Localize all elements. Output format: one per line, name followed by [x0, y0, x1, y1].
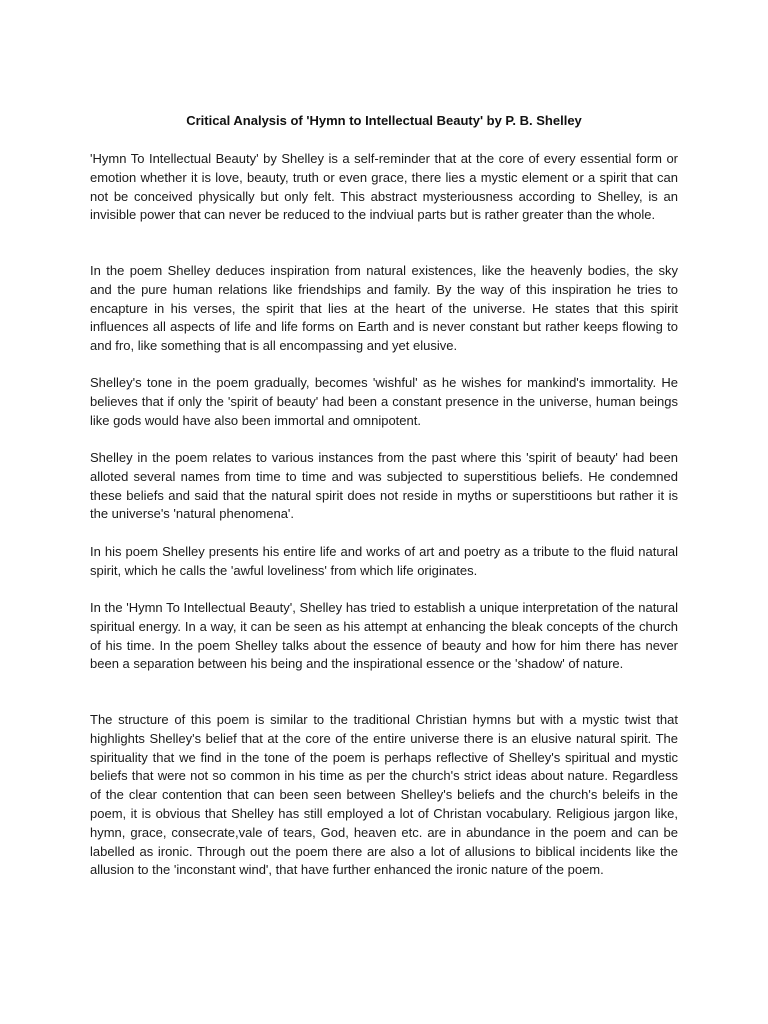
paragraph-4: Shelley in the poem relates to various instances from the past where this 'spirit of beauty' had been alloted several names from time to time and was subjected to superstitious beliefs. He condemned these beliefs and said that the natural spirit does not reside in myths or superstitioons but rather it is the universe's 'natural phenomena'.: [90, 450, 678, 522]
document-title: Critical Analysis of 'Hymn to Intellectual Beauty' by P. B. Shelley: [186, 113, 582, 128]
paragraph-1: 'Hymn To Intellectual Beauty' by Shelley is a self-reminder that at the core of every essential form or emotion whether it is love, beauty, truth or even grace, there lies a mystic element or a spirit that can not be conceived physically but only felt. This abstract mysteriousness according to Shelley, is an invisible power that can never be reduced to the indviual parts but is rather greater than the whole.: [90, 151, 678, 223]
paragraph-5: In his poem Shelley presents his entire life and works of art and poetry as a tribute to the fluid natural spirit, which he calls the 'awful loveliness' from which life originates.: [90, 544, 678, 578]
paragraph-6: In the 'Hymn To Intellectual Beauty', Shelley has tried to establish a unique interpretation of the natural spiritual energy. In a way, it can be seen as his attempt at enhancing the bleak concepts of the church of his time. In the poem Shelley talks about the essence of beauty and how for him there has never been a separation between his being and the inspirational essence or the 'shadow' of nature.: [90, 600, 678, 672]
paragraph-3: Shelley's tone in the poem gradually, becomes 'wishful' as he wishes for mankind's immortality. He believes that if only the 'spirit of beauty' had been a constant presence in the universe, human beings like gods would have also been immortal and omnipotent.: [90, 375, 678, 428]
paragraph-2: In the poem Shelley deduces inspiration from natural existences, like the heavenly bodies, the sky and the pure human relations like friendships and family. By the way of this inspiration he tries to encapture in his verses, the spirit that lies at the heart of the universe. He states that this spirit influences all aspects of life and life forms on Earth and is never constant but rather keeps flowing to and fro, like something that is all encompassing and yet elusive.: [90, 263, 678, 354]
paragraph-7: The structure of this poem is similar to the traditional Christian hymns but with a mystic twist that highlights Shelley's belief that at the core of the entire universe there is an elusive natural spirit. The spirituality that we find in the tone of the poem is perhaps reflective of Shelley's spiritual and mystic beliefs that were not so common in his time as per the church's strict ideas about nature. Regardless of the clear contention that can been seen between Shelley's beliefs and the church's beleifs in the poem, it is obvious that Shelley has still employed a lot of Christan vocabulary. Religious jargon like, hymn, grace, consecrate,vale of tears, God, heaven etc. are in abundance in the poem and can be labelled as ironic. Through out the poem there are also a lot of allusions to biblical incidents like the allusion to the 'inconstant wind', that have further enhanced the ironic nature of the poem.: [90, 712, 678, 878]
